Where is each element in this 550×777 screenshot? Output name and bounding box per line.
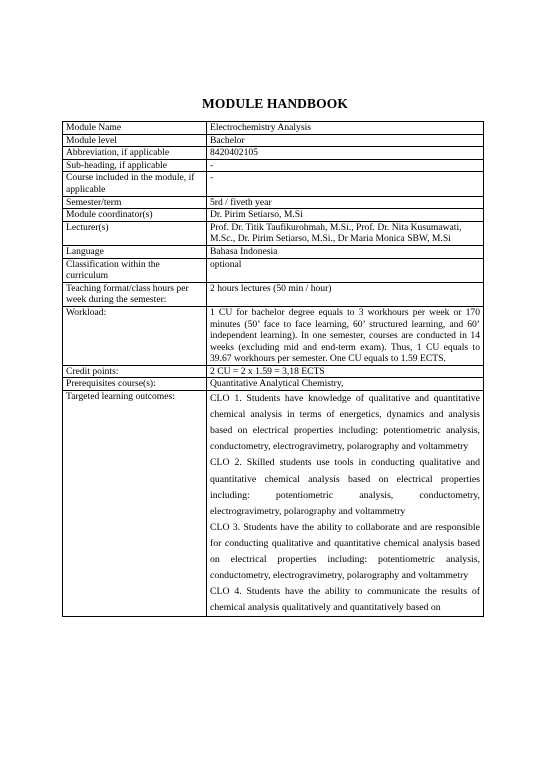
table-row [63,172,484,196]
row-label: Sub-heading, if applicable [63,159,207,172]
row-value: - [207,159,484,172]
table-row [63,258,484,282]
row-label: Teaching format/class hours per week during the semester: [63,282,207,306]
clo-item: CLO 1. Students have knowledge of qualitative and quantitative chemical analysis in terms of energetics, dynamics and analysis based on electrical properties including: potentiometric analysis, conductometry, electrogravimetry, polarography and voltammetry [210,393,480,453]
row-value: 2 CU = 2 x 1.59 = 3,18 ECTS [207,365,484,378]
clo-item: CLO 3. Students have the ability to collaborate and are responsible for conducting qualitative and quantitative chemical analysis based on electrical properties including: potentiometric analysis, conductometry, electrogravimetry, polarography and voltammetry [210,521,480,582]
row-label: Module Name [63,122,207,135]
table-row [63,196,484,209]
row-value: Bachelor [207,134,484,147]
page-title: MODULE HANDBOOK [202,96,348,111]
clo-item: CLO 4. Students have the ability to communicate the results of chemical analysis qualitatively and quantitatively based on [210,586,480,614]
row-label: Course included in the module, if applicable [63,172,207,196]
table-row [63,282,484,306]
row-value: Electrochemistry Analysis [207,122,484,135]
row-label: Abbreviation, if applicable [63,147,207,160]
table-row [63,221,484,245]
table-row-outcomes [63,391,484,617]
row-value: Dr. Pirim Setiarso, M.Si [207,209,484,222]
table-row [63,147,484,160]
table-row [63,365,484,378]
row-value: 8420402105 [207,147,484,160]
row-value: 1 CU for bachelor degree equals to 3 workhours per week or 170 minutes (50’ face to face learning, 60’ structured learning, and 60’ independent learning). In one semester, courses are conducted in 14 weeks (excluding mid and end-term exam). Thus, 1 CU equals to 39.67 workhours per semester. One CU equals to 1.59 ECTS. [207,306,484,365]
table-row [63,378,484,391]
row-label: Language [63,245,207,258]
row-label: Module level [63,134,207,147]
row-label: Semester/term [63,196,207,209]
row-value: optional [207,258,484,282]
table-row [63,245,484,258]
row-label: Credit points: [63,365,207,378]
row-label: Lecturer(s) [63,221,207,245]
module-table [62,121,484,617]
row-label: Module coordinator(s) [63,209,207,222]
table-row [63,134,484,147]
table-row [63,122,484,135]
row-label: Targeted learning outcomes: [63,391,207,617]
table-row [63,306,484,365]
row-value: 2 hours lectures (50 min / hour) [207,282,484,306]
learning-outcomes [207,391,484,617]
row-label: Prerequisites course(s): [63,378,207,391]
row-value: Bahasa Indonesia [207,245,484,258]
row-value: - [207,172,484,196]
row-value: 5rd / fiveth year [207,196,484,209]
row-value: Prof. Dr. Titik Taufikurohmah, M.Si., Prof. Dr. Nita Kusumawati, M.Sc., Dr. Pirim Setiarso, M.Si., Dr Maria Monica SBW, M.Si [207,221,484,245]
row-value: Quantitative Analytical Chemistry, [207,378,484,391]
row-label: Workload: [63,306,207,365]
table-row [63,209,484,222]
row-label: Classification within the curriculum [63,258,207,282]
clo-item: CLO 2. Skilled students use tools in conducting qualitative and quantitative chemical analysis based on electrical properties including: potentiometric analysis, conductometry, electrogravimetry, polarography and voltammetry [210,457,480,517]
table-row [63,159,484,172]
